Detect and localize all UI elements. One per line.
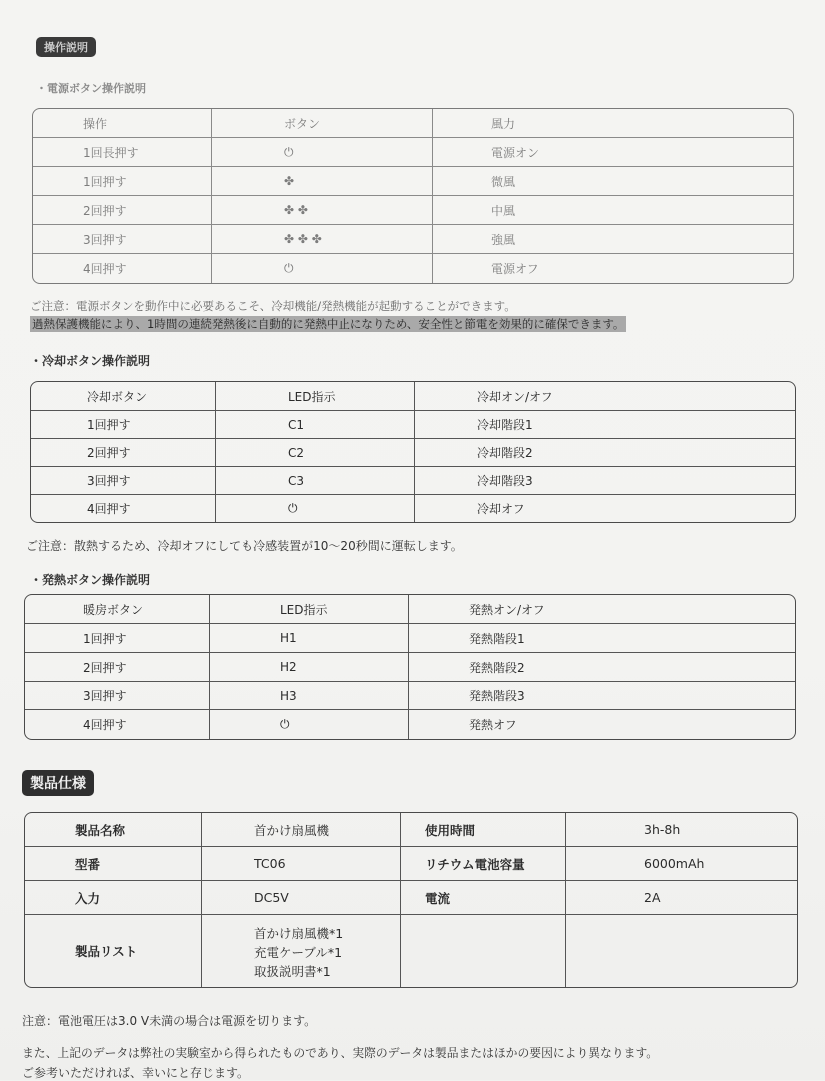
table-row: [33, 167, 793, 196]
spec-label: リチウム電池容量: [401, 847, 566, 881]
table-row: [25, 847, 797, 881]
table-cell: 冷却階段2: [415, 439, 795, 467]
table-cell: 電源オン: [433, 138, 793, 167]
table-cell: 3回押す: [31, 467, 216, 495]
table-row: [31, 495, 795, 522]
overheat-note-text: 過熱保護機能により、1時間の連続発熱後に自動的に発熱中止になりため、安全性と節電を効果的に確保できます。: [32, 317, 625, 331]
table-row: [25, 881, 797, 915]
table-cell: 発熱階段2: [409, 653, 795, 682]
power-table: [32, 108, 794, 284]
table-cell: 1回押す: [25, 624, 210, 653]
spec-label: 入力: [25, 881, 202, 915]
table-cell: 2回押す: [25, 653, 210, 682]
spec-value: 3h-8h: [566, 813, 797, 847]
cooling-table: [30, 381, 796, 523]
operation-badge: 操作説明: [36, 37, 96, 57]
battery-note: 注意：電池電圧は3.0 V未満の場合は電源を切ります。: [22, 1014, 317, 1028]
led-cell: H1: [210, 624, 409, 653]
spec-label: 製品名称: [25, 813, 202, 847]
table-cell: 冷却階段3: [415, 467, 795, 495]
heating-table: [24, 594, 796, 740]
table-cell: 4回押す: [31, 495, 216, 522]
table-cell: 発熱階段3: [409, 682, 795, 710]
spec-label: 製品リスト: [25, 915, 202, 987]
table-cell: 1回押す: [31, 411, 216, 439]
empty-cell: [401, 915, 566, 987]
power-icon: ⏻: [212, 254, 433, 283]
cooling-section-title: ・冷却ボタン操作説明: [30, 354, 151, 368]
fan-icon: ✤ ✤ ✤: [212, 225, 433, 254]
power-note: ご注意：電源ボタンを動作中に必要あるこそ、冷却機能/発熱機能が起動することができます。: [30, 299, 516, 313]
table-cell: 冷却階段1: [415, 411, 795, 439]
spec-label: 使用時間: [401, 813, 566, 847]
table-row: [25, 813, 797, 847]
heating-section-title: ・発熱ボタン操作説明: [30, 573, 151, 587]
table-cell: 1回長押す: [33, 138, 212, 167]
table-cell: 中風: [433, 196, 793, 225]
fan-icon: ✤: [212, 167, 433, 196]
power-icon: ⏻: [210, 710, 409, 739]
power-section-title: ・電源ボタン操作説明: [36, 82, 146, 95]
closing-note: ご参考いただければ、幸いにと存じます。: [22, 1066, 250, 1080]
spec-value: DC5V: [202, 881, 401, 915]
header-cell: 発熱オン/オフ: [409, 595, 795, 624]
table-row: [31, 411, 795, 439]
header-cell: LED指示: [210, 595, 409, 624]
led-cell: C2: [216, 439, 415, 467]
table-row: [33, 138, 793, 167]
empty-cell: [566, 915, 797, 987]
table-row: [33, 109, 793, 138]
header-cell: LED指示: [216, 382, 415, 411]
header-cell: 暖房ボタン: [25, 595, 210, 624]
table-cell: 電源オフ: [491, 262, 539, 276]
table-row: [31, 439, 795, 467]
led-cell: C1: [216, 411, 415, 439]
table-cell: 強風: [433, 225, 793, 254]
led-cell: H2: [210, 653, 409, 682]
table-cell: 2回押す: [33, 196, 212, 225]
table-cell: 冷却オフ: [477, 502, 525, 516]
table-row: [25, 682, 795, 710]
table-row: [31, 467, 795, 495]
header-cell: 冷却ボタン: [31, 382, 216, 411]
spec-value: 首かけ扇風機: [202, 813, 401, 847]
table-cell: 3回押す: [25, 682, 210, 710]
table-cell: 発熱階段1: [409, 624, 795, 653]
led-cell: C3: [216, 467, 415, 495]
spec-value: TC06: [202, 847, 401, 881]
table-cell: 4回押す: [25, 710, 210, 739]
table-row: [25, 710, 795, 739]
header-cell: 操作: [33, 109, 212, 138]
specs-badge: 製品仕様: [22, 770, 94, 796]
product-list: [202, 915, 401, 987]
table-cell: 3回押す: [33, 225, 212, 254]
table-cell: 1回押す: [33, 167, 212, 196]
spec-value: 6000mAh: [566, 847, 797, 881]
table-row: [33, 254, 793, 283]
header-cell: ボタン: [212, 109, 433, 138]
header-cell: 冷却オン/オフ: [415, 382, 795, 411]
table-row: [25, 624, 795, 653]
table-cell: 発熱オフ: [469, 718, 517, 732]
spec-value: 2A: [566, 881, 797, 915]
table-row: [33, 196, 793, 225]
table-row: [25, 653, 795, 682]
product-list-item: 取扱説明書*1: [254, 963, 331, 979]
power-icon: ⏻: [212, 138, 433, 167]
led-cell: H3: [210, 682, 409, 710]
table-row: [25, 595, 795, 624]
data-disclaimer: また、上記のデータは弊社の実験室から得られたものであり、実際のデータは製品またはほかの要因により異なります。: [22, 1046, 659, 1060]
table-cell: 4回押す: [33, 254, 212, 283]
table-cell: 2回押す: [31, 439, 216, 467]
header-cell: 風力: [433, 109, 793, 138]
table-row: [25, 915, 797, 987]
table-row: [33, 225, 793, 254]
product-list-item: 首かけ扇風機*1: [254, 925, 344, 941]
specs-table: [24, 812, 798, 988]
overheat-note: [30, 316, 626, 332]
fan-icon: ✤ ✤: [212, 196, 433, 225]
spec-label: 型番: [25, 847, 202, 881]
power-icon: ⏻: [216, 495, 415, 522]
spec-label: 電流: [401, 881, 566, 915]
table-row: [31, 382, 795, 411]
table-cell: 微風: [433, 167, 793, 196]
cooling-note: ご注意：散熱するため、冷却オフにしても冷感装置が10～20秒間に運転します。: [26, 539, 463, 553]
product-list-item: 充電ケーブル*1: [254, 944, 343, 960]
